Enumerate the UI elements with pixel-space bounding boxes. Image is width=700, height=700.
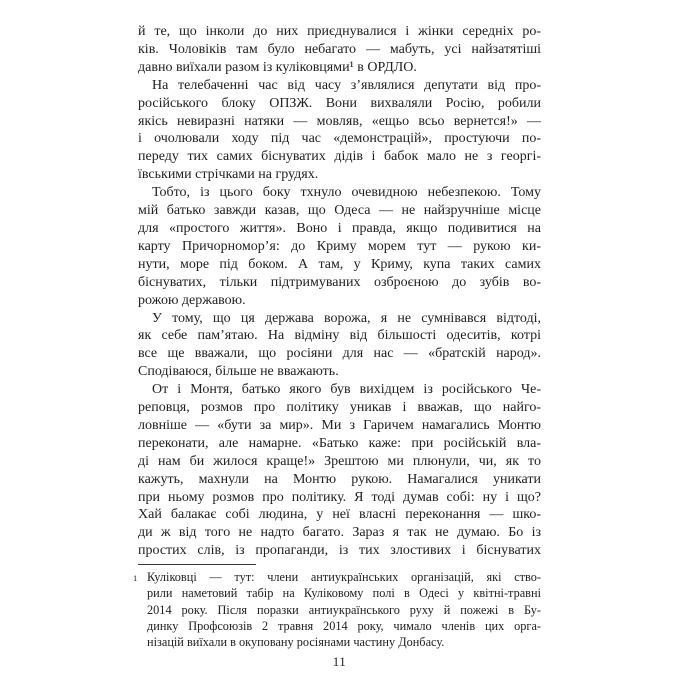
footnote <box>133 569 541 650</box>
text-line: ків. Чоловіків там було небагато — мабуть, усі найзатятіші <box>138 41 541 57</box>
text-line: Сподіваюся, більше не вважають. <box>138 364 339 380</box>
text-line: Куліковці — тут: члени антиукраїнських організацій, які ство- <box>147 570 541 585</box>
text-line: й те, що інколи до них приєднувалися і жінки середніх ро- <box>138 24 541 39</box>
text-line: рили наметовий табір на Куліковому полі в Одесі у квітні-травні <box>147 586 541 601</box>
text-line: рожою державою. <box>138 292 246 308</box>
text-line: російського блоку ОПЗЖ. Вони вихваляли Росію, робили <box>138 95 541 111</box>
text-line: переконати, але намарне. «Батько каже: при російській вла- <box>138 435 541 451</box>
text-line: динку Профсоюзів 2 травня 2014 року, чимало членів цих орга- <box>147 618 541 633</box>
text-line: біснуватих, тільки підтримуваних озброєною до зубів во- <box>138 274 541 290</box>
footnote-divider <box>138 564 256 565</box>
text-line: мій батько завжди казав, що Одеса — не найзручніше місце <box>138 203 541 219</box>
text-line: ловніше — «бути за мир». Ми з Гаричем намагались Монтю <box>138 417 541 433</box>
text-line: нути, море під боком. А там, у Криму, купа таких самих <box>138 256 541 272</box>
text-line: Тобто, із цього боку тхнуло очевидною небезпекою. Тому <box>152 185 541 201</box>
text-line: як себе пам’ятаю. На відміну від більшості одеситів, котрі <box>138 328 541 344</box>
footnote-marker: 1 <box>133 573 138 584</box>
text-line: 2014 року. Після поразки антиукраїнського руху й пожежі в Бу- <box>147 602 541 617</box>
text-line: давно виїхали разом із куліковцями¹ в ОРДЛО. <box>138 59 417 75</box>
text-block <box>133 23 541 650</box>
text-line: простих слів, із пропаганди, із тих злостивих і біснуватих <box>138 543 541 559</box>
text-line: У тому, що ця держава ворожа, я не сумнівався відтоді, <box>152 310 541 326</box>
text-line: На телебаченні час від часу з’являлися депутати від про- <box>152 77 541 93</box>
text-line: От і Монтя, батько якого був вихідцем із російського Че- <box>152 382 541 398</box>
text-line: для «простого життя». Воно і правда, якщо подивитися на <box>138 220 541 236</box>
text-line: і очолювали ходу під час «демонстрацій», простуючи по- <box>138 131 541 147</box>
footnote-lines <box>147 569 541 650</box>
body-text <box>138 23 541 560</box>
text-line: переду тих самих біснуватих дідів і бабок мало не з георгі- <box>138 149 541 165</box>
text-line: нізацій виїхали в окуповану росіянами частину Донбасу. <box>147 635 445 649</box>
text-line: при ньому розмов про політику. Я тоді думав собі: ну і що? <box>138 489 541 505</box>
text-line: ди ж від того не надто багато. Зараз я так не думаю. Бо із <box>138 525 541 541</box>
text-line: карту Причорномор’я: до Криму морем тут — рукою ки- <box>138 238 541 254</box>
text-line: ївськими стрічками на грудях. <box>138 167 319 183</box>
text-line: все ще вважали, що росіяни для нас — «братскій народ». <box>138 346 541 362</box>
text-line: Хай балакає собі людина, у неї власні переконання — шко- <box>138 507 541 523</box>
text-line: кажуть, махнули на Монтю рукою. Намагалися уникати <box>138 471 541 487</box>
text-line: реповця, розмов про політику уникав і вважав, що найго- <box>138 400 541 416</box>
text-line: якісь невиразні натяки — мовляв, «ещьо всьо вернется!» — <box>138 113 541 129</box>
text-line: ді нам би жилося краще!» Зрештою ми плюнули, чи, як то <box>138 453 541 469</box>
page-number: 11 <box>332 654 347 669</box>
